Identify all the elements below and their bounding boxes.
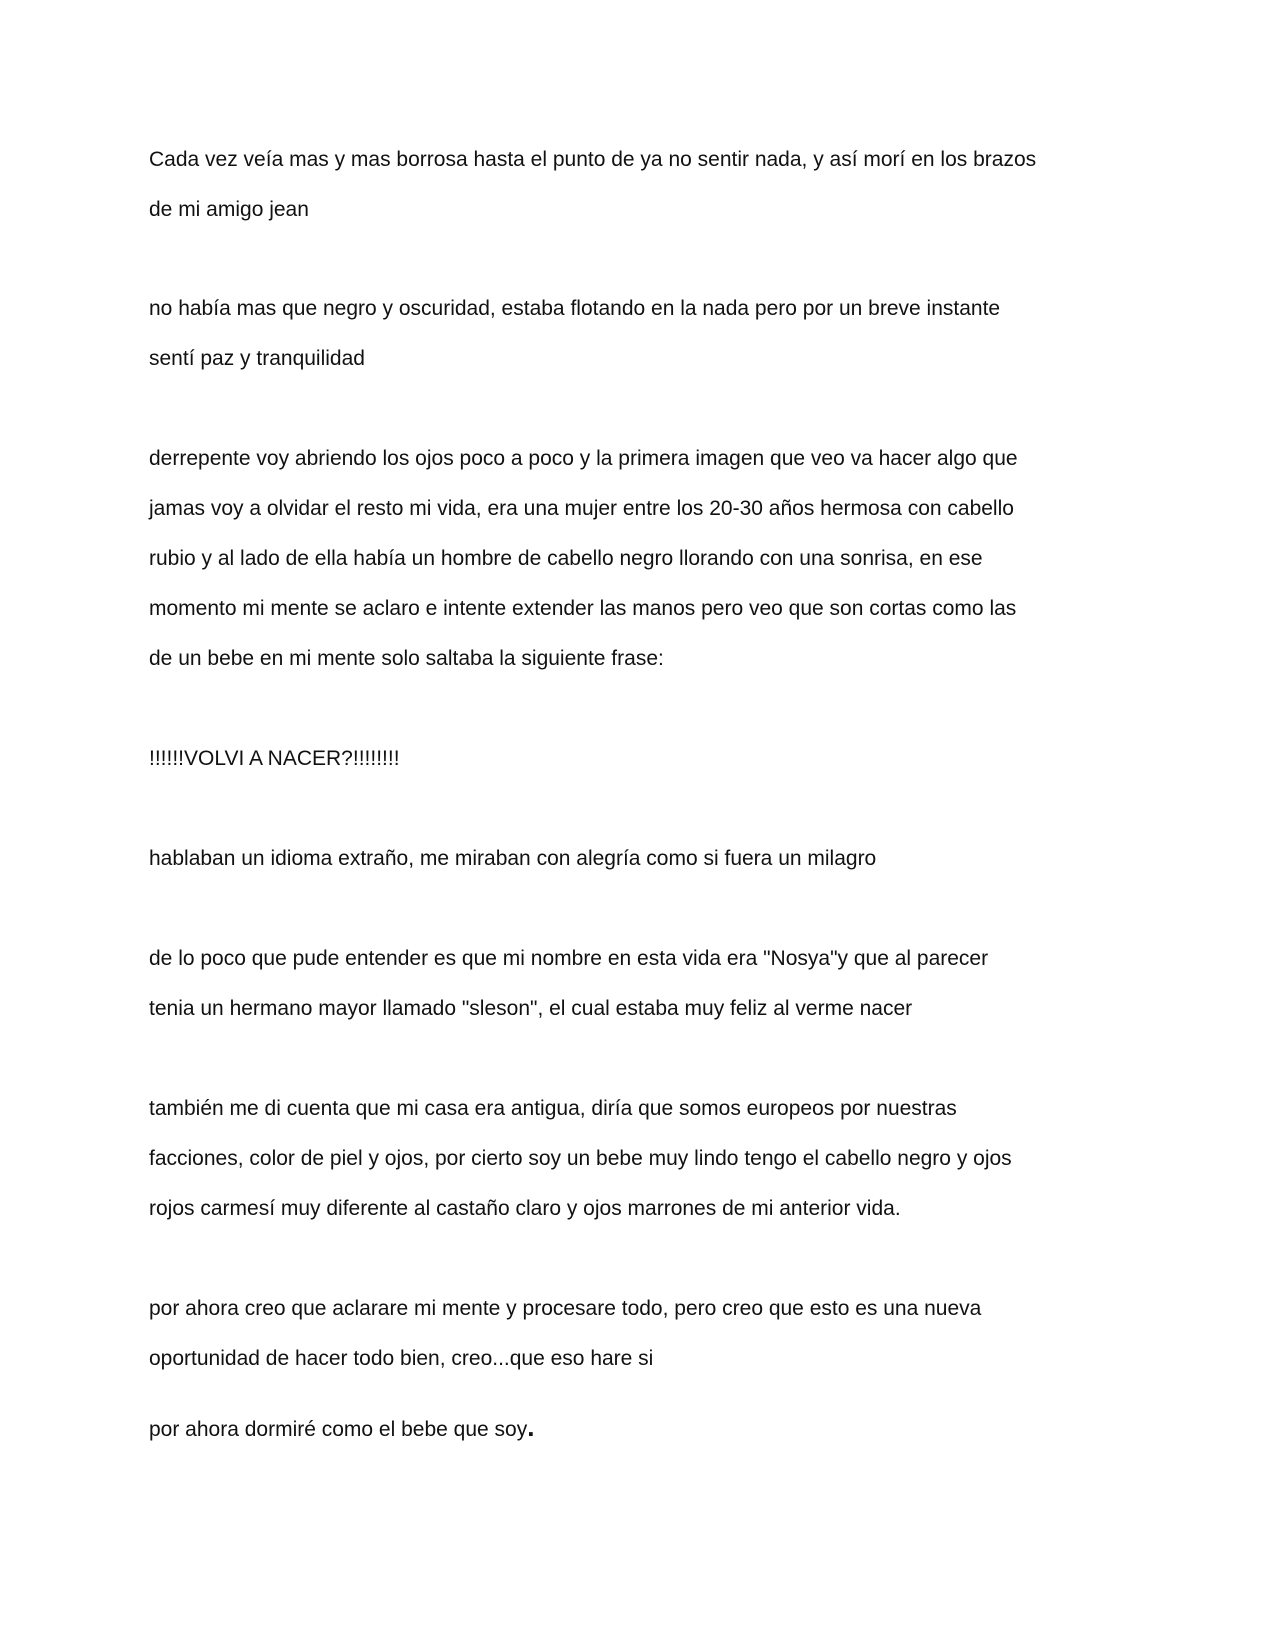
closing-period: . — [527, 1412, 535, 1442]
paragraph-exclamation — [149, 734, 1139, 784]
paragraph-appearance — [149, 1084, 1139, 1234]
text-line: momento mi mente se aclaro e intente extender las manos pero veo que son cortas como las — [149, 597, 1017, 620]
text-line: tenia un hermano mayor llamado "sleson", el cual estaba muy feliz al verme nacer — [149, 997, 913, 1020]
paragraph-new-chance — [149, 1284, 1139, 1384]
closing-text: por ahora dormiré como el bebe que soy — [149, 1418, 528, 1441]
text-line: derrepente voy abriendo los ojos poco a poco y la primera imagen que veo va hacer algo que — [149, 447, 1018, 470]
text-line: también me di cuenta que mi casa era antigua, diría que somos europeos por nuestras — [149, 1097, 957, 1120]
paragraph-darkness — [149, 284, 1139, 384]
text-line: facciones, color de piel y ojos, por cierto soy un bebe muy lindo tengo el cabello negro y ojos — [149, 1147, 1012, 1170]
text-line: por ahora creo que aclarare mi mente y procesare todo, pero creo que esto es una nueva — [149, 1297, 982, 1320]
text-line: jamas voy a olvidar el resto mi vida, era una mujer entre los 20-30 años hermosa con cabello — [149, 497, 1014, 520]
paragraph-awakening — [149, 434, 1139, 684]
text-line: Cada vez veía mas y mas borrosa hasta el punto de ya no sentir nada, y así morí en los brazos — [149, 148, 1037, 171]
text-line: rubio y al lado de ella había un hombre de cabello negro llorando con una sonrisa, en ese — [149, 547, 983, 570]
paragraph-death — [149, 135, 1139, 235]
text-line: de lo poco que pude entender es que mi nombre en esta vida era "Nosya"y que al parecer — [149, 947, 989, 970]
text-line: no había mas que negro y oscuridad, estaba flotando en la nada pero por un breve instante — [149, 297, 1001, 320]
text-line: sentí paz y tranquilidad — [149, 347, 365, 370]
text-line: de mi amigo jean — [149, 198, 309, 221]
text-line: !!!!!!VOLVI A NACER?!!!!!!!! — [149, 747, 400, 770]
text-line: de un bebe en mi mente solo saltaba la siguiente frase: — [149, 647, 664, 670]
paragraph-closing — [149, 1402, 1139, 1455]
text-line: rojos carmesí muy diferente al castaño claro y ojos marrones de mi anterior vida. — [149, 1197, 901, 1220]
text-line — [149, 1402, 1139, 1455]
text-line: hablaban un idioma extraño, me miraban con alegría como si fuera un milagro — [149, 847, 877, 870]
paragraph-names — [149, 934, 1139, 1034]
text-line: oportunidad de hacer todo bien, creo...que eso hare si — [149, 1347, 654, 1370]
paragraph-language — [149, 834, 1139, 884]
